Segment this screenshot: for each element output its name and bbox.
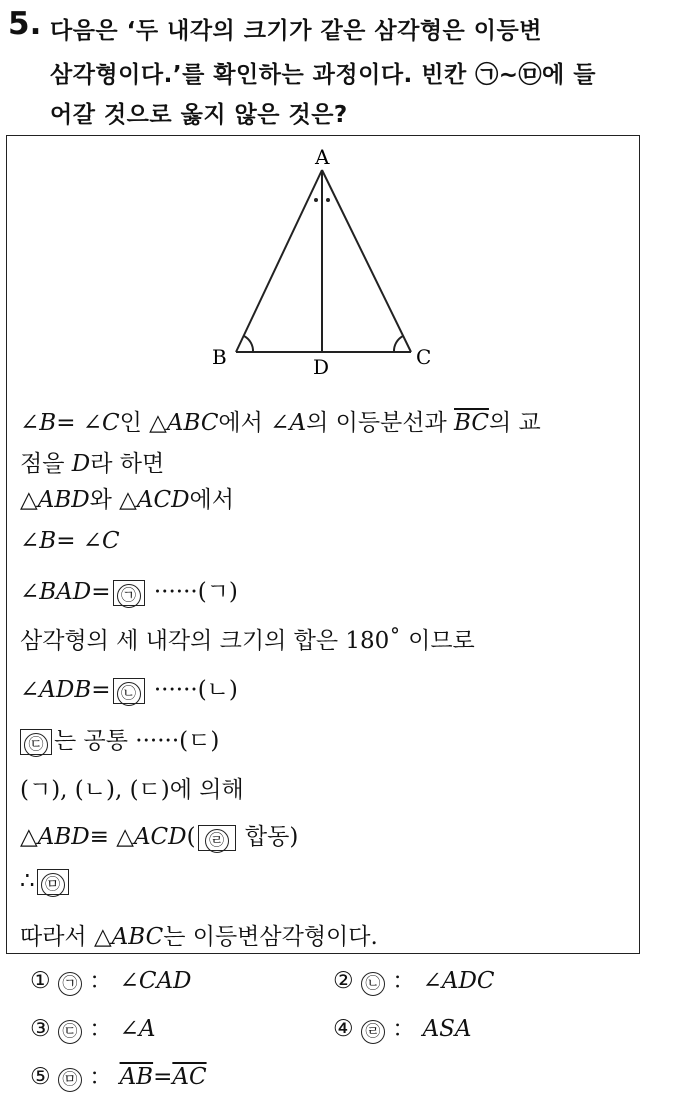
option-4[interactable]: ④ ㉣ ： ASA: [333, 1016, 472, 1042]
proof-line-10: △ABD≡ △ACD( ㉣ 합동): [20, 818, 298, 851]
option-3[interactable]: ③ ㉢ ： ∠A: [30, 1016, 156, 1042]
proof-line-2: 점을 D라 하면: [20, 451, 165, 477]
proof-line-8: ㉢ 는 공통 ······(ㄷ): [20, 722, 219, 755]
blank-1: ㉠: [113, 580, 145, 606]
angle-c-arc: [394, 336, 403, 352]
question-text-line-3: 어갈 것으로 옳지 않은 것은?: [50, 102, 348, 128]
angle-mark-left: [314, 198, 318, 202]
option-1[interactable]: ① ㉠ ： ∠CAD: [30, 968, 192, 994]
blank-5: ㉤: [37, 869, 69, 895]
blank-3: ㉢: [20, 729, 52, 755]
proof-line-9: (ㄱ), (ㄴ), (ㄷ)에 의해: [20, 777, 244, 803]
triangle-figure: [0, 0, 677, 400]
blank-2: ㉡: [113, 678, 145, 704]
option-2[interactable]: ② ㉡ ： ∠ADC: [333, 968, 495, 994]
question-number: 5.: [8, 6, 42, 42]
question-text-line-1: 다음은 ‘두 내각의 크기가 같은 삼각형은 이등변: [50, 18, 542, 44]
label-b: B: [212, 345, 227, 369]
proof-line-12: 따라서 △ABC는 이등변삼각형이다.: [20, 924, 378, 950]
label-d: D: [313, 355, 330, 379]
proof-line-4: ∠B= ∠C: [20, 528, 120, 554]
question-text-line-2: 삼각형이다.’를 확인하는 과정이다. 빈칸 ㉠~㉤에 들: [50, 62, 596, 88]
option-5[interactable]: ⑤ ㉤ ： $\overline{AB}=\overline{AC}$: [30, 1064, 207, 1090]
side-ab: [236, 170, 322, 352]
label-c: C: [416, 345, 432, 369]
blank-4: ㉣: [198, 825, 236, 851]
proof-line-6: 삼각형의 세 내각의 크기의 합은 180˚ 이므로: [20, 628, 475, 654]
proof-line-7: ∠ADB= ㉡ ······(ㄴ): [20, 671, 238, 704]
proof-line-1: ∠B= ∠C인 △ABC에서 ∠A의 이등분선과 $\overline{BC}$의 교: [20, 410, 541, 436]
proof-line-3: △ABD와 △ACD에서: [20, 487, 234, 513]
proof-line-11: ∴ ㉤: [20, 868, 71, 895]
angle-b-arc: [244, 336, 253, 352]
side-ac: [322, 170, 411, 352]
proof-line-5: ∠BAD= ㉠ ······(ㄱ): [20, 573, 238, 606]
angle-mark-right: [326, 198, 330, 202]
label-a: A: [315, 145, 330, 169]
